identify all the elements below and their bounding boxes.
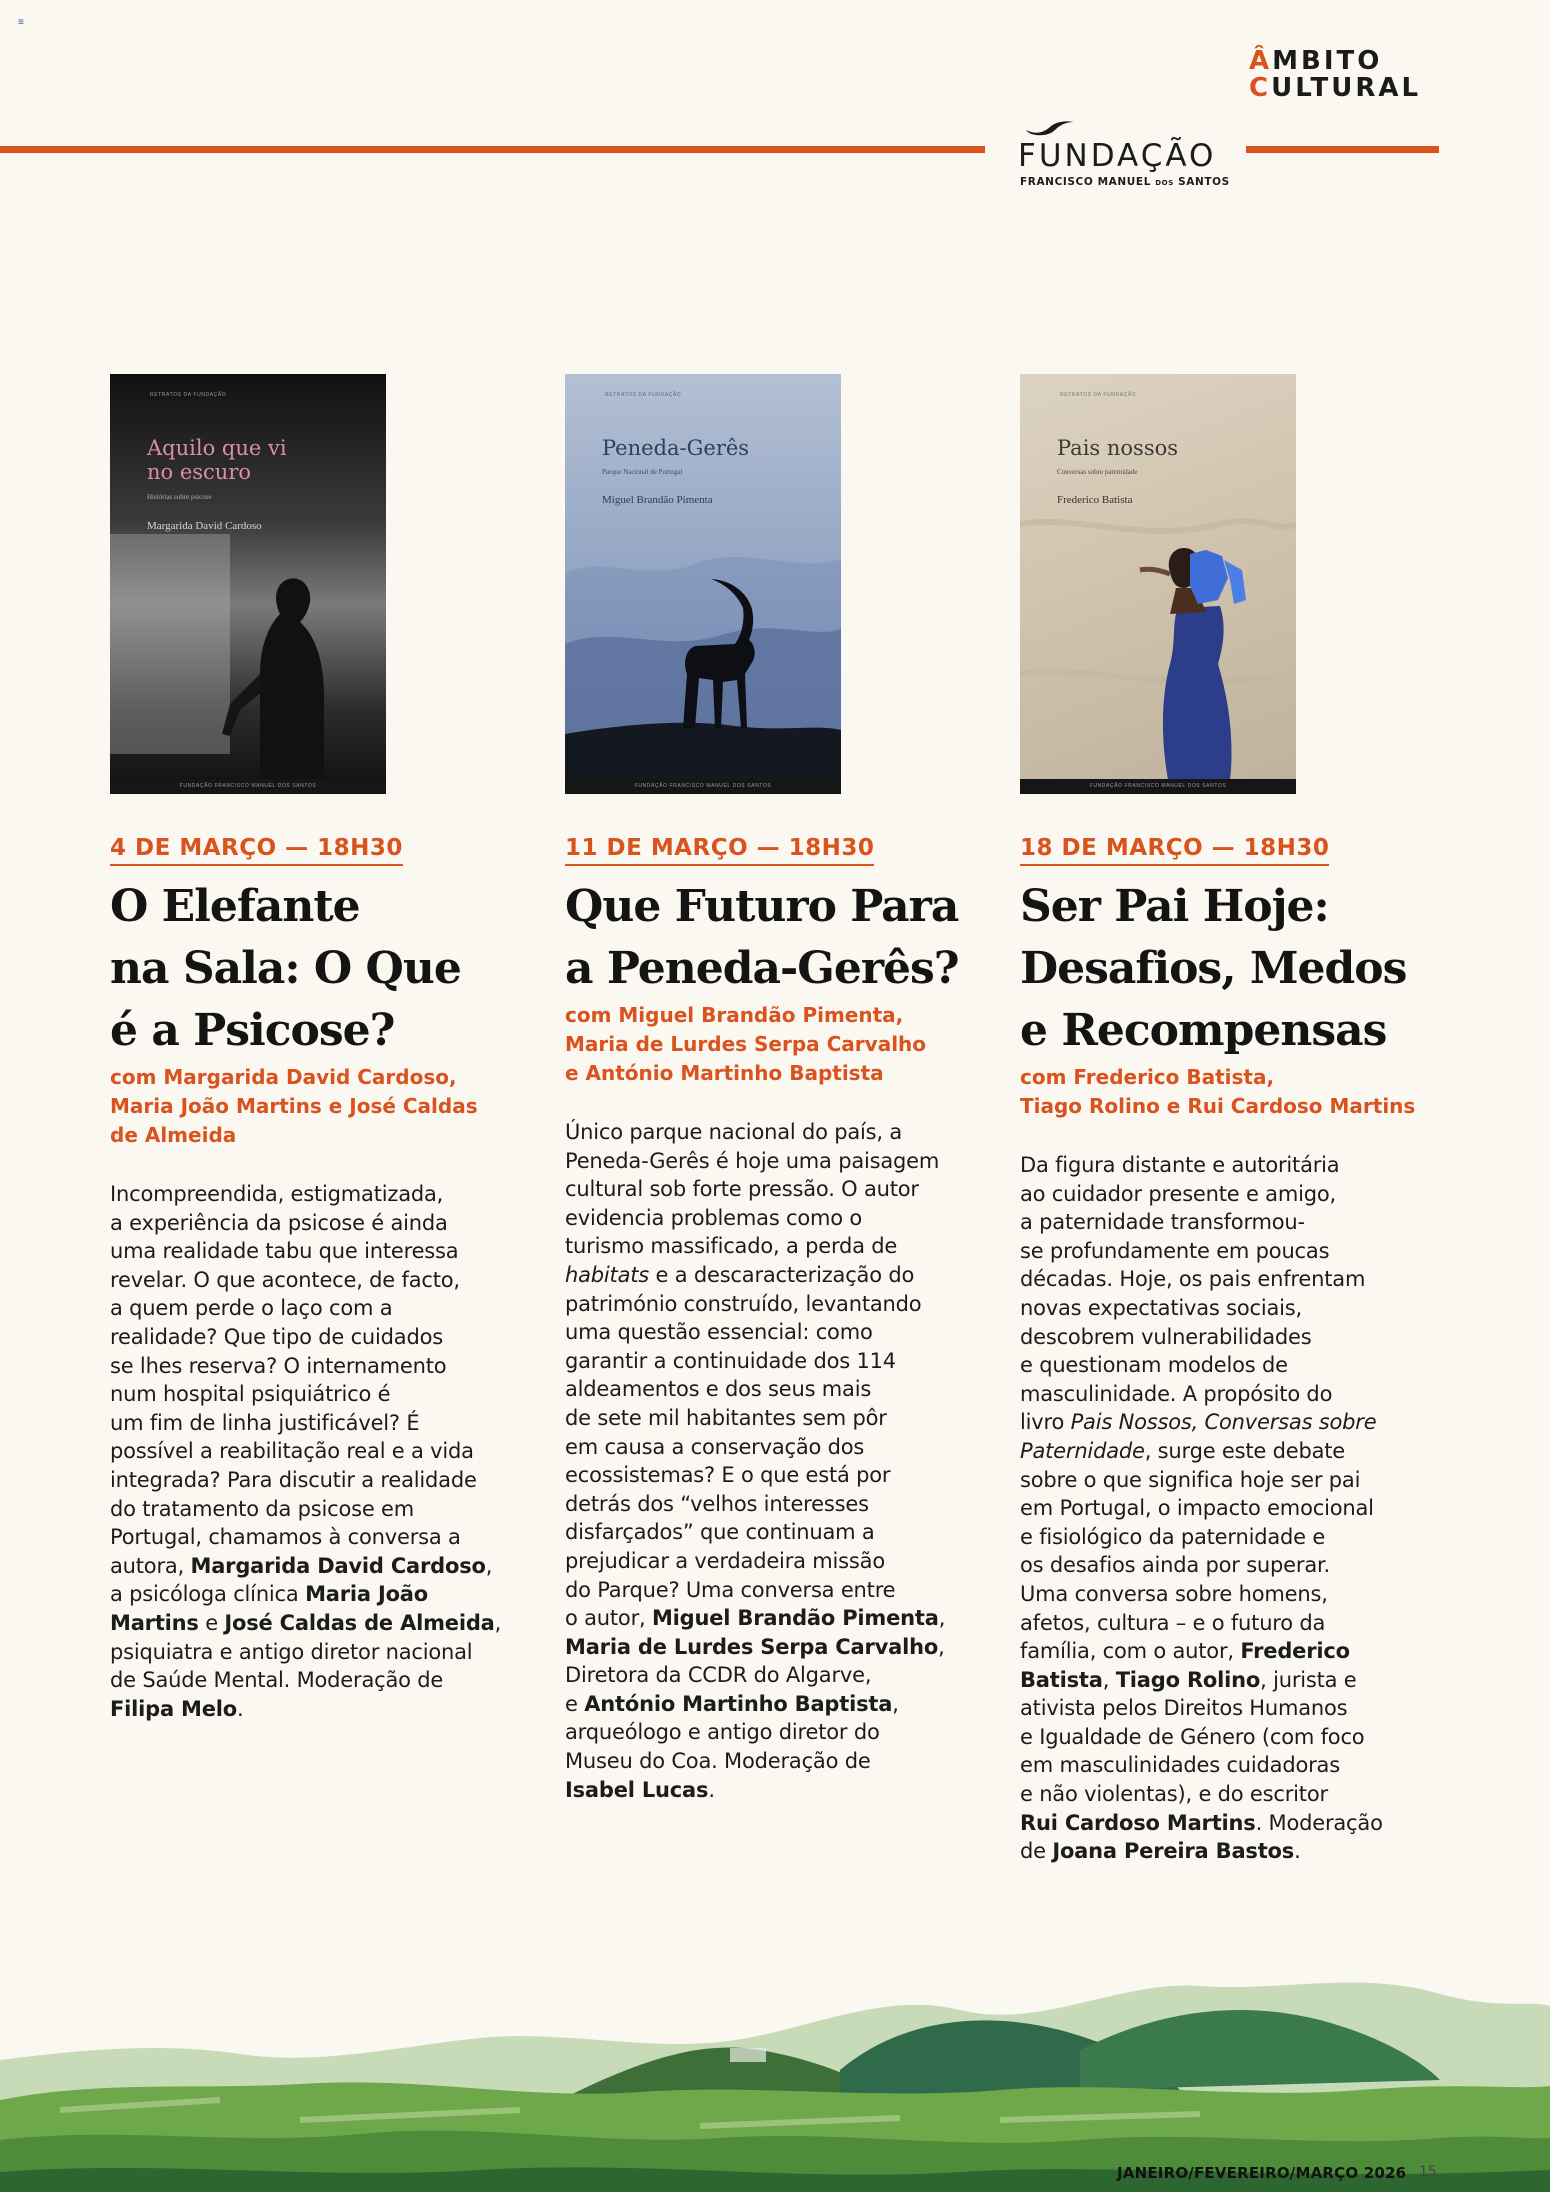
event-title: Que Futuro Para a Peneda-Gerês? [565, 881, 959, 994]
cover-subtitle: Histórias sobre psicose [147, 493, 212, 501]
cover-series: RETRATOS DA FUNDAÇÃO [1060, 392, 1137, 398]
page-number: 15 [1419, 2164, 1437, 2180]
cover-title: Peneda-Gerês [602, 436, 750, 460]
ambito-cultural-logo: ÂMBITO CULTURAL [1249, 46, 1422, 103]
header-rule-left [0, 146, 985, 153]
event-column-1 [110, 374, 560, 1723]
cover-title: Aquilo que vi no escuro [147, 436, 287, 484]
event-description: Da figura distante e autoritária ao cuidador presente e amigo, a paternidade transformou- se profundamente em poucas décadas. Hoje, os pais enfrentam novas expectativas sociais, descobrem vulnerabilidades e questionam modelos de masculinidade. A propósito do livro Pais Nossos, Conversas sobre Paternidade, surge este debate sobre o que significa hoje ser pai em Portugal, o impacto emocional e fisiológico da paternidade e os desafios ainda por superar. Uma conversa sobre homens, afetos, cultura – e o futuro da família, com o autor, Frederico Batista, Tiago Rolino, jurista e ativista pelos Direitos Humanos e Igualdade de Género (com foco em masculinidades cuidadoras e não violentas), e do escritor Rui Cardoso Martins. Moderação de Joana Pereira Bastos. [1020, 1153, 1383, 1864]
cover-author: Frederico Batista [1057, 494, 1133, 506]
menu-icon[interactable]: ≡ [18, 17, 24, 28]
event-date: 18 DE MARÇO — 18H30 [1020, 834, 1329, 866]
header-rule-right [1246, 146, 1439, 153]
event-description: Incompreendida, estigmatizada, a experiência da psicose é ainda uma realidade tabu que interessa revelar. O que acontece, de facto, a quem perde o laço com a realidade? Que tipo de cuidados se lhes reserva? O internamento num hospital psiquiátrico é um fim de linha justificável? É possível a reabilitação real e a vida integrada? Para discutir a realidade do tratamento da psicose em Portugal, chamamos à conversa a autora, Margarida David Cardoso, a psicóloga clínica Maria João Martins e José Caldas de Almeida, psiquiatra e antigo diretor nacional de Saúde Mental. Moderação de Filipa Melo. [110, 1182, 502, 1721]
cover-footer: FUNDAÇÃO FRANCISCO MANUEL DOS SANTOS [1020, 779, 1296, 794]
fundacao-subtitle: FRANCISCO MANUEL DOS SANTOS [1020, 176, 1230, 188]
cover-subtitle: Conversas sobre paternidade [1057, 468, 1138, 476]
cover-series: RETRATOS DA FUNDAÇÃO [150, 392, 227, 398]
book-cover-aquilo-que-vi[interactable] [110, 374, 386, 794]
cover-subtitle: Parque Nacional de Portugal [602, 468, 683, 476]
cover-author: Miguel Brandão Pimenta [602, 494, 713, 506]
event-column-3 [1020, 374, 1470, 1866]
book-cover-peneda-geres[interactable] [565, 374, 841, 794]
event-speakers: com Miguel Brandão Pimenta, Maria de Lurdes Serpa Carvalho e António Martinho Baptista [565, 1003, 927, 1085]
event-description: Único parque nacional do país, a Peneda-Gerês é hoje uma paisagem cultural sob forte pressão. O autor evidencia problemas como o turismo massificado, a perda de habitats e a descaracterização do património construído, levantando uma questão essencial: como garantir a continuidade dos 114 aldeamentos e dos seus mais de sete mil habitantes sem pôr em causa a conservação dos ecossistemas? E o que está por detrás dos “velhos interesses disfarçados” que continuam a prejudicar a verdadeira missão do Parque? Uma conversa entre o autor, Miguel Brandão Pimenta, Maria de Lurdes Serpa Carvalho, Diretora da CCDR do Algarve, e António Martinho Baptista, arqueólogo e antigo diretor do Museu do Coa. Moderação de Isabel Lucas. [565, 1120, 946, 1802]
cover-title: Pais nossos [1057, 436, 1179, 460]
fundacao-name: FUNDAÇÃO [1018, 138, 1217, 174]
event-speakers: com Frederico Batista, Tiago Rolino e Rui Cardoso Martins [1020, 1065, 1416, 1118]
event-speakers: com Margarida David Cardoso, Maria João Martins e José Caldas de Almeida [110, 1065, 478, 1147]
event-date: 4 DE MARÇO — 18H30 [110, 834, 403, 866]
bird-icon [1024, 118, 1082, 138]
event-title: Ser Pai Hoje: Desafios, Medos e Recompensas [1020, 881, 1407, 1056]
issue-date: JANEIRO/FEVEREIRO/MARÇO 2026 [1117, 2164, 1407, 2182]
event-title: O Elefante na Sala: O Que é a Psicose? [110, 881, 461, 1056]
book-cover-pais-nossos[interactable] [1020, 374, 1296, 794]
cover-author: Margarida David Cardoso [147, 520, 262, 532]
event-date: 11 DE MARÇO — 18H30 [565, 834, 874, 866]
cover-series: RETRATOS DA FUNDAÇÃO [605, 392, 682, 398]
cover-footer: FUNDAÇÃO FRANCISCO MANUEL DOS SANTOS [565, 779, 841, 794]
landscape-illustration [0, 1950, 1550, 2192]
event-column-2 [565, 374, 1015, 1804]
cover-footer: FUNDAÇÃO FRANCISCO MANUEL DOS SANTOS [110, 779, 386, 794]
